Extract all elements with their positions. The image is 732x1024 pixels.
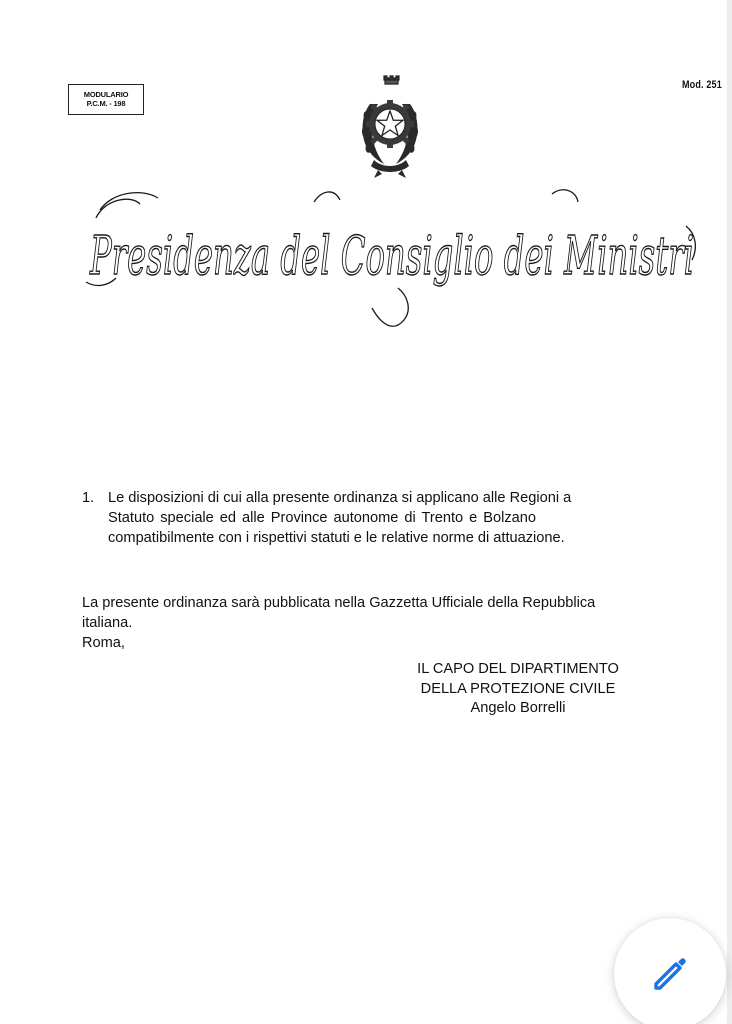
signature-title-line1: IL CAPO DEL DIPARTIMENTO [417, 661, 619, 677]
signatory-name: Angelo Borrelli [470, 700, 566, 717]
signature-block [400, 660, 636, 719]
institution-title: Presidenza del Consiglio dei Ministri [89, 226, 695, 287]
edit-button[interactable] [614, 918, 726, 1024]
scrollbar-track[interactable] [727, 0, 732, 1024]
publication-line: La presente ordinanza sarà pubblicata nella Gazzetta Ufficiale della Repubblica [82, 595, 596, 611]
item-line: compatibilmente con i rispettivi statuti e le relative norme di attuazione. [108, 530, 565, 546]
item-line: Statuto speciale ed alle Province autonome di Trento e Bolzano [108, 510, 536, 526]
item-line: Le disposizioni di cui alla presente ordinanza si applicano alle Regioni a [108, 490, 572, 506]
publication-notice [82, 593, 596, 653]
item-number: 1. [82, 490, 95, 506]
item-text [108, 488, 572, 548]
italian-republic-emblem-icon [354, 74, 426, 180]
modulario-box [68, 84, 144, 115]
modulario-line2: P.C.M. - 198 [86, 99, 126, 108]
signature-title-line2: DELLA PROTEZIONE CIVILE [420, 680, 616, 697]
publication-line: italiana. [82, 615, 133, 631]
modulario-line1: MODULARIO [83, 90, 129, 99]
pencil-edit-icon [650, 954, 690, 994]
mod-number: Mod. 251 [682, 79, 722, 91]
institution-header [82, 188, 702, 334]
place-line: Roma, [82, 635, 125, 651]
